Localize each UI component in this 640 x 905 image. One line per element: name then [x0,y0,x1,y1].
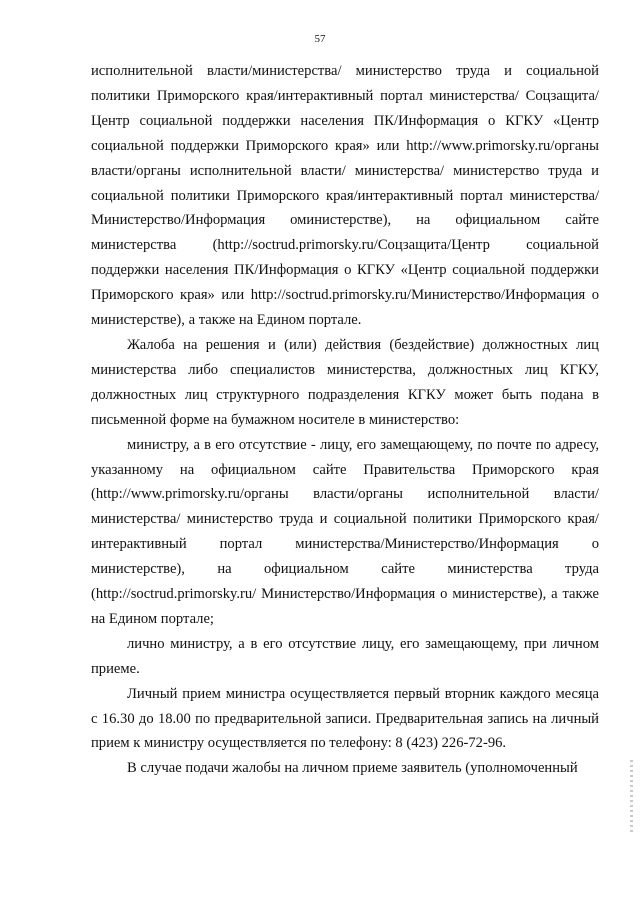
paragraph-reception-schedule: Личный прием министра осуществляется первый вторник каждого месяца с 16.30 до 18.00 по предварительной записи. Предварительная запись на личный прием к министру осуществляется по телефону: 8 (423) 226-72-96. [91,685,599,752]
page-number: 57 [314,33,326,45]
paragraph-minister-by-mail: министру, а в его отсутствие - лицу, его замещающему, по почте по адресу, указанному на официальном сайте Правительства Приморского края (http://www.primorsky.ru/органы власти/органы исполнительной власти/ министерства/ министерство труда и социальной политики Приморского края/интерактивный портал министерства/Министерство/Информация о министерстве), на официальном сайте министерства труда (http://soctrud.primorsky.ru/ Министерство/Информация о министерстве), а также на Едином портале; [91,436,599,627]
paragraph-personal-reception: лично министру, а в его отсутствие лицу, его замещающему, при личном приеме. [91,635,599,677]
paragraph-complaint-at-reception: В случае подачи жалобы на личном приеме заявитель (уполномоченный [127,760,578,777]
paragraph-contact-sources: исполнительной власти/министерства/ министерство труда и социальной политики Приморского края/интерактивный портал министерства/ Соцзащита/Центр социальной поддержки населения ПК/Информация о КГКУ «Центр социальной поддержки Приморского края» или http://www.primorsky.ru/органы власти/органы исполнительной власти/ министерства/ министерство труда и социальной политики Приморского края/интерактивный портал министерства/Министерство/Информация оминистерстве), на официальном сайте министерства (http://soctrud.primorsky.ru/Соцзащита/Центр социальной поддержки населения ПК/Информация о КГКУ «Центр социальной поддержки Приморского края» или http://soctrud.primorsky.ru/Министерство/Информация о министерстве), а также на Едином портале. [91,63,599,329]
document-body [91,59,599,781]
paragraph-complaint-form: Жалоба на решения и (или) действия (бездействие) должностных лиц министерства либо специалистов министерства, должностных лиц КГКУ, должностных лиц структурного подразделения КГКУ может быть подана в письменной форме на бумажном носителе в министерство: [91,336,599,428]
scan-edge-marks [630,760,633,835]
